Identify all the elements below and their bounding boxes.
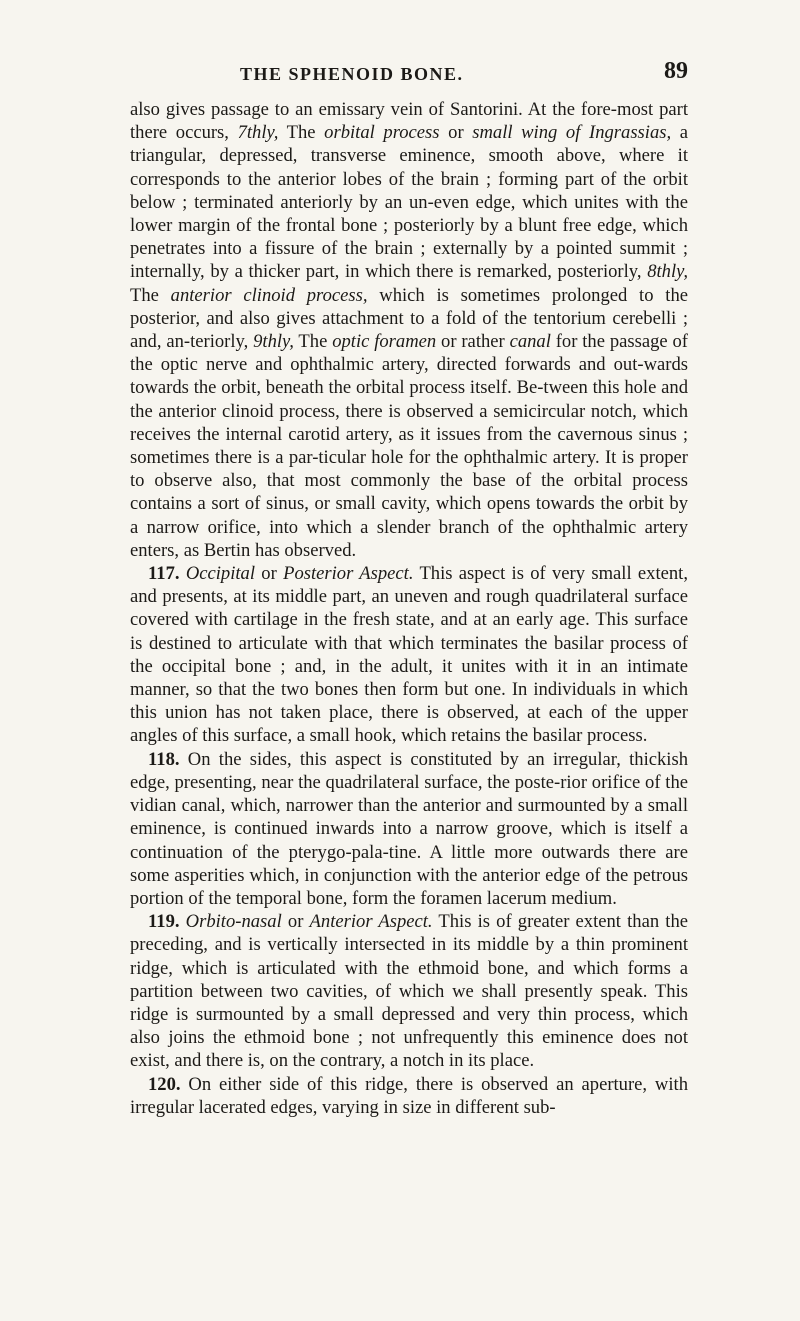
text-run: which is sometimes prolonged to the posterior, and also gives attachment to a fold of the tentorium cerebelli ; and, an-teriorly, [130,284,688,353]
italic-term: 9thly, [253,331,294,353]
text-run: for the passage of the optic nerve and ophthalmic artery, directed forwards and out-wards towards the orbit, beneath the orbital process itself. Be-tween this hole and the anterior clinoid process, there is observed a semicircular notch, which receives the internal carotid artery, as it issues from the cavernous sinus ; sometimes there is a par-ticular hole for the ophthalmic artery. It is proper to observe also, that most commonly the base of the orbital process contains a sort of sinus, or small cavity, which opens towards the orbit by a narrow orifice, into which a slender branch of the ophthalmic artery enters, as Bertin has observed. [130,331,688,561]
italic-term: small wing of Ingrassias, [472,122,672,144]
section-number: 118. [148,748,180,770]
book-page [130,58,688,1119]
italic-term: 7thly, [237,122,279,144]
italic-term: Anterior Aspect. [309,911,433,933]
text-run: or [255,563,284,585]
text-run: The [130,284,171,306]
text-run: also gives passage to an emissary vein of Santorini. At the fore-most part there occurs, [130,99,688,144]
italic-term: Occipital [185,563,256,585]
text-run: or rather [436,331,510,353]
italic-term: 8thly, [647,261,688,283]
italic-term: canal [509,331,551,353]
text-run: On the sides, this aspect is constituted by an irregular, thickish edge, presenting, near the quadrilateral surface, the poste-rior orifice of the vidian canal, which, narrower than the anterior and surmounted by a small eminence, is continued inwards into a narrow groove, which is itself a continuation of the pterygo-pala-tine. A little more outwards there are some asperities which, in conjunction with the anterior edge of the petrous portion of the temporal bone, form the foramen lacerum medium. [130,748,688,909]
section-number: 120. [148,1073,181,1095]
text-run: This aspect is of very small extent, and presents, at its middle part, an uneven and rough quadrilateral surface covered with cartilage in the fresh state, and at an early age. This surface is destined to articulate with that which terminates the basilar process of the occipital bone ; and, in the adult, it unites with it in an intimate manner, so that the two bones then form but one. In individuals in which this union has not taken place, there is observed, at each of the upper angles of this surface, a small hook, which retains the basilar process. [130,563,688,747]
italic-term: anterior clinoid process, [170,284,368,306]
paragraph-p119 [130,910,688,1072]
section-number: 119. [148,911,180,933]
text-run: or [281,911,310,933]
section-number: 117. [148,563,180,585]
text-run: or [439,122,473,144]
italic-term: optic foramen [332,331,437,353]
page-number: 89 [664,58,688,84]
text-run: a triangular, depressed, transverse eminence, smooth above, where it corresponds to the anterior lobes of the brain ; forming part of the orbit below ; terminated anteriorly by an un-even edge, which unites with the lower margin of the frontal bone ; posteriorly by a blunt free edge, which penetrates into a fissure of the brain ; externally by a pointed summit ; internally, by a thicker part, in which there is remarked, posteriorly, [130,122,689,283]
running-title: THE SPHENOID BONE. [240,64,464,84]
text-run: On either side of this ridge, there is observed an aperture, with irregular lacerated edges, varying in size in different sub- [130,1073,688,1118]
paragraph-p117 [130,562,688,748]
paragraph-p116-cont [130,98,688,562]
paragraph-p118 [130,748,688,910]
text-run: The [293,331,333,353]
italic-term: Posterior Aspect. [283,563,414,585]
text-run: The [278,122,325,144]
italic-term: Orbito-nasal [185,911,282,933]
body-text [130,98,688,1119]
paragraph-p120 [130,1073,688,1119]
running-head [130,58,688,98]
italic-term: orbital process [324,122,440,144]
text-run: This is of greater extent than the preceding, and is vertically intersected in its middle by a thin prominent ridge, which is articulated with the ethmoid bone, and which forms a partition between two cavities, of which we shall presently speak. This ridge is surmounted by a small depressed and very thin process, which also joins the ethmoid bone ; not unfrequently this eminence does not exist, and there is, on the contrary, a notch in its place. [130,911,688,1072]
